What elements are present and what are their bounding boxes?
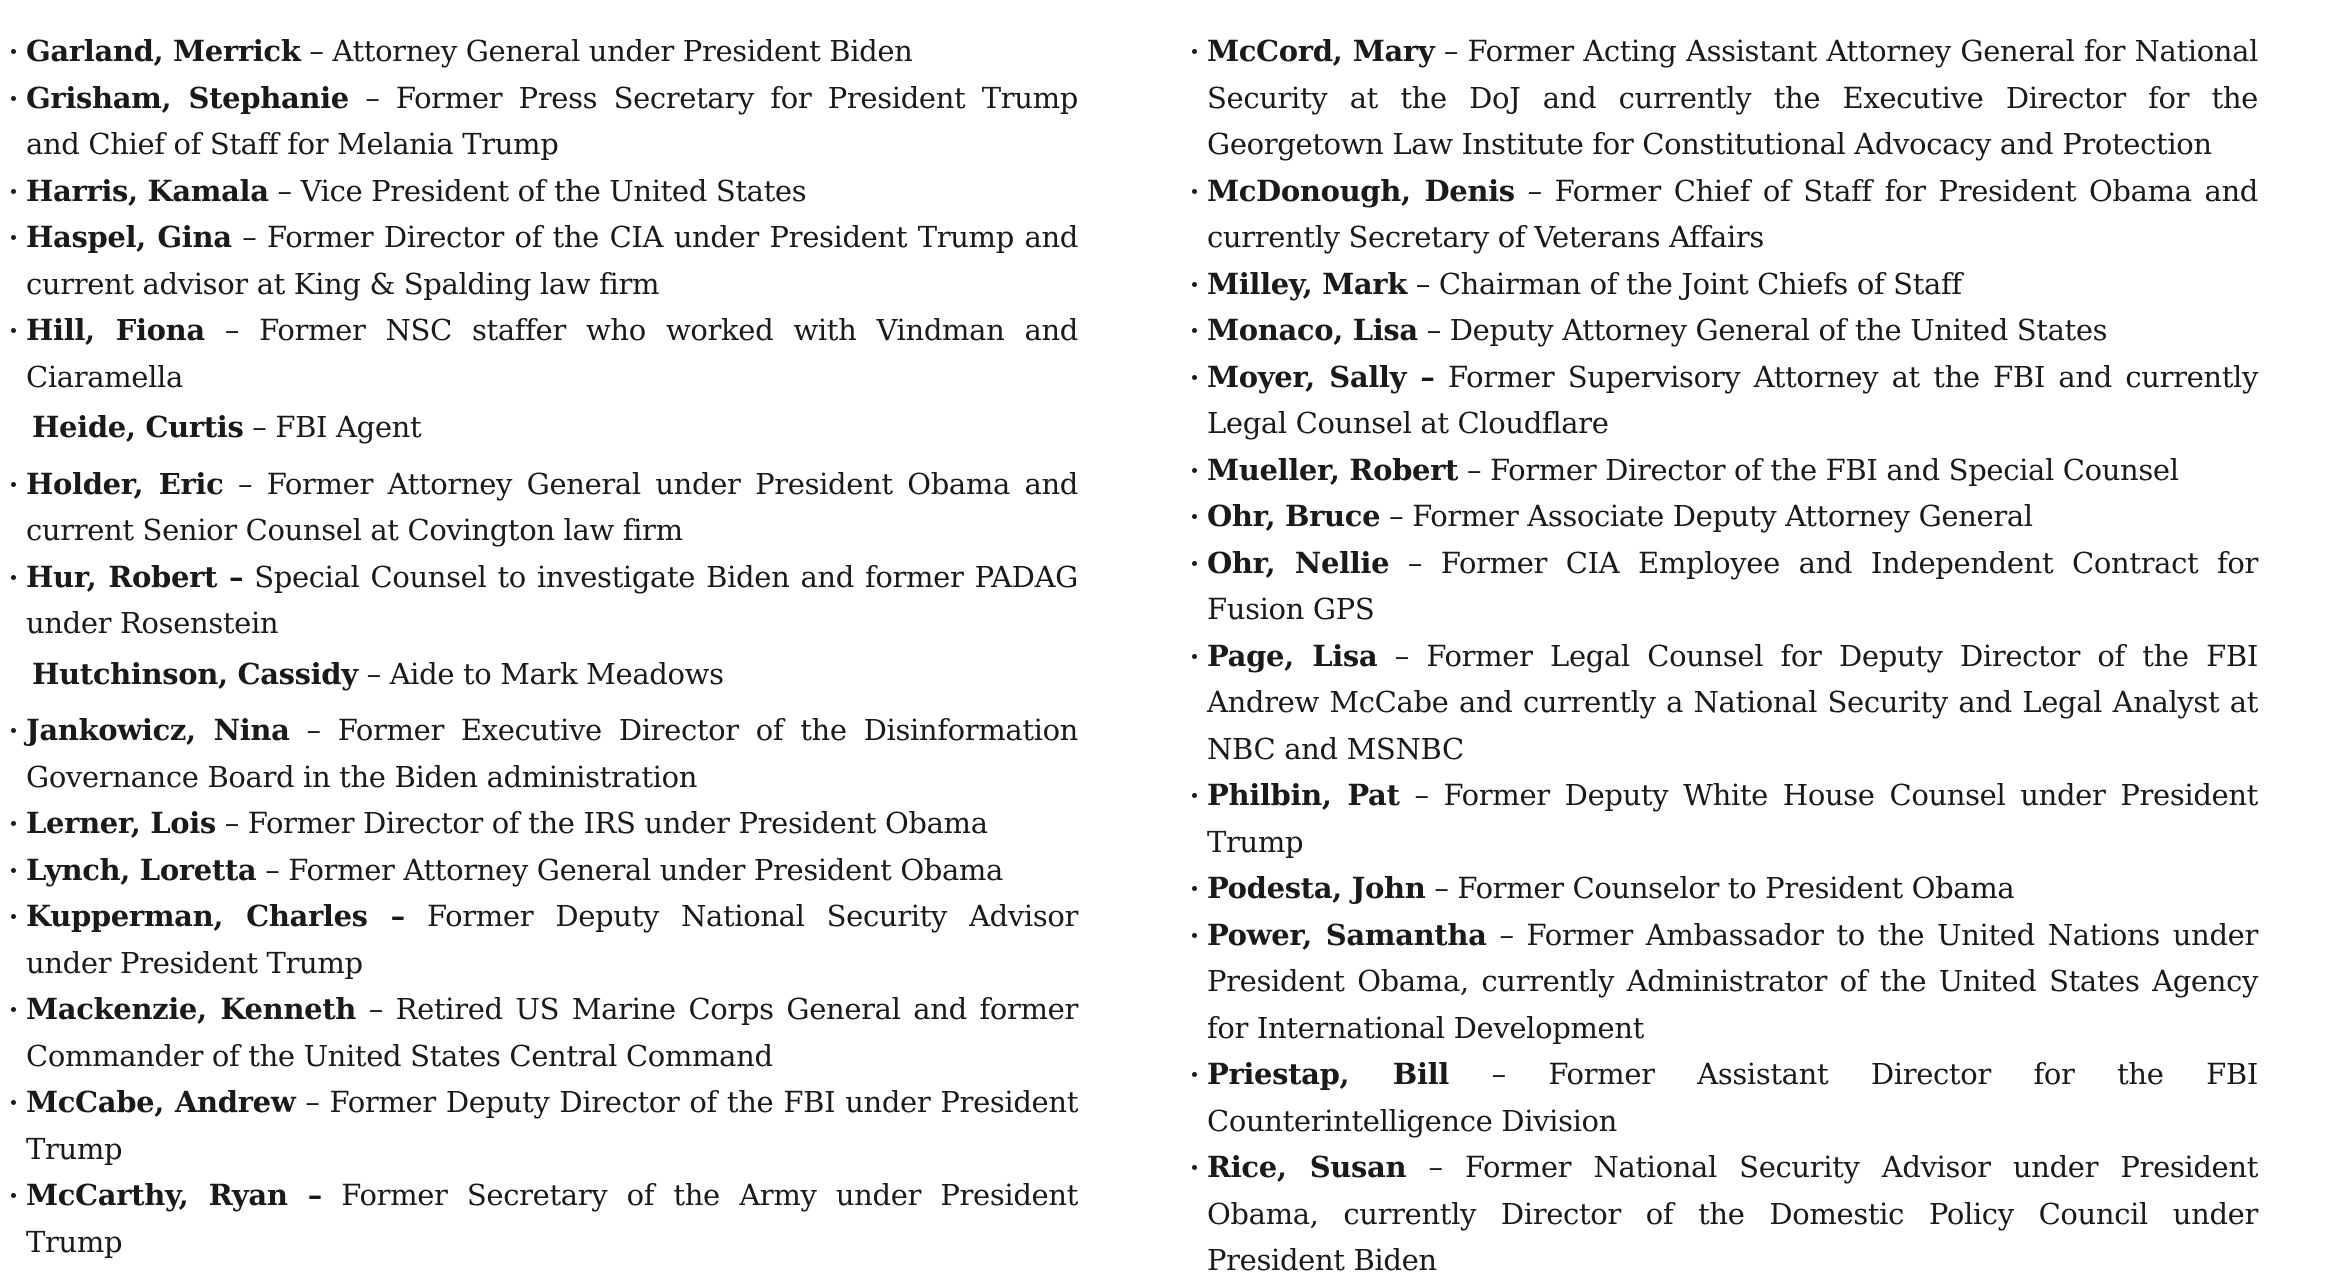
person-name: Haspel, Gina [26, 220, 232, 254]
list-item [10, 1172, 1078, 1265]
separator: – [357, 656, 390, 691]
separator: – [1406, 1150, 1465, 1184]
person-description: Former National Security Advisor under President Obama, currently Director of the Domestic Policy Council under President Biden [1207, 1150, 2258, 1277]
person-description: Former Associate Deputy Attorney General [1412, 499, 2033, 533]
person-name: Grisham, Stephanie [26, 80, 349, 115]
separator: – [215, 806, 248, 840]
list-item [1191, 540, 2258, 633]
person-name: Power, Samantha [1207, 917, 1487, 952]
list-item [10, 404, 1078, 451]
separator: – [223, 466, 267, 501]
person-name: Rice, Susan [1207, 1150, 1407, 1184]
separator: – [1486, 917, 1527, 952]
person-description: Attorney General under President Biden [332, 34, 913, 68]
person-description: Former Director of the FBI and Special Counsel [1489, 452, 2179, 487]
person-description: Former Assistant Director for the FBI Counterintelligence Division [1207, 1057, 2258, 1138]
separator: – [1514, 173, 1555, 208]
list-item [1191, 168, 2258, 261]
person-description: Former Secretary of the Army under President Trump [26, 1178, 1078, 1259]
separator: – [348, 80, 396, 115]
separator: – [1389, 545, 1441, 580]
list-item [10, 893, 1078, 986]
person-name: McCabe, Andrew [26, 1085, 296, 1119]
person-name: Lerner, Lois [26, 806, 216, 840]
separator: – [1380, 499, 1413, 533]
list-item [10, 168, 1078, 215]
person-description: Former Attorney General under President Obama and current Senior Counsel at Covington law firm [26, 466, 1078, 547]
list-item [10, 986, 1078, 1079]
person-name: Holder, Eric [26, 466, 224, 501]
list-item [10, 651, 1078, 698]
person-description: Former Ambassador to the United Nations under President Obama, currently Administrator of the United States Agency for International Development [1207, 917, 2259, 1045]
separator: – [204, 313, 260, 347]
list-item [10, 800, 1078, 847]
list-item [1191, 865, 2258, 912]
list-item [1191, 912, 2258, 1052]
list-item [10, 847, 1078, 894]
person-name: Ohr, Nellie [1207, 545, 1390, 580]
person-name: McCarthy, Ryan – [26, 1178, 322, 1212]
person-name: Kupperman, Charles – [26, 899, 405, 933]
list-item [10, 75, 1078, 168]
person-name: Hutchinson, Cassidy [32, 656, 358, 691]
person-name: Philbin, Pat [1207, 778, 1400, 812]
separator: – [1377, 638, 1427, 673]
person-name: Milley, Mark [1207, 266, 1407, 301]
person-name: McDonough, Denis [1207, 173, 1515, 208]
person-name: Hill, Fiona [26, 313, 205, 347]
person-description: Former Director of the CIA under President Trump and current advisor at King & Spalding law firm [26, 220, 1078, 301]
list-item [1191, 1051, 2258, 1144]
separator: – [1417, 313, 1450, 347]
person-description: Former CIA Employee and Independent Contract for Fusion GPS [1207, 545, 2258, 626]
person-name: Podesta, John [1207, 871, 1426, 905]
person-description: Vice President of the United States [300, 173, 807, 208]
person-name: Page, Lisa [1207, 638, 1378, 673]
person-name: Ohr, Bruce [1207, 499, 1381, 533]
separator: – [1406, 266, 1439, 301]
person-description: Former Deputy White House Counsel under President Trump [1207, 778, 2258, 859]
list-item [10, 1079, 1078, 1172]
separator: – [356, 992, 396, 1026]
separator: – [1448, 1057, 1549, 1091]
list-item [1191, 307, 2258, 354]
separator: – [268, 173, 301, 208]
person-name: Garland, Merrick [26, 34, 301, 68]
person-name: Harris, Kamala [26, 173, 269, 208]
person-name: Hur, Robert – [26, 559, 244, 594]
separator: – [1399, 778, 1444, 812]
person-name: Mueller, Robert [1207, 452, 1459, 487]
person-name: Monaco, Lisa [1207, 313, 1418, 347]
list-item [10, 307, 1078, 400]
list-item [1191, 772, 2258, 865]
list-item [10, 28, 1078, 75]
list-item [10, 707, 1078, 800]
list-item [1191, 633, 2258, 773]
person-name: Moyer, Sally – [1207, 359, 1435, 394]
person-description: FBI Agent [275, 410, 422, 444]
person-name: Mackenzie, Kenneth [26, 992, 357, 1026]
person-description: Former Press Secretary for President Trump and Chief of Staff for Melania Trump [26, 80, 1078, 161]
person-description: Retired US Marine Corps General and former Commander of the United States Central Command [26, 992, 1079, 1073]
person-name: Lynch, Loretta [26, 852, 257, 887]
person-description: Former Executive Director of the Disinformation Governance Board in the Biden administration [26, 713, 1079, 794]
person-description: Former Supervisory Attorney at the FBI and currently Legal Counsel at Cloudflare [1207, 359, 2258, 440]
person-description: Former Acting Assistant Attorney General for National Security at the DoJ and currently the Executive Director for the Georgetown Law Institute for Constitutional Advocacy and Protection [1207, 34, 2258, 161]
separator: – [1425, 871, 1458, 905]
person-description: Former Deputy National Security Advisor under President Trump [26, 899, 1078, 980]
person-description: Former Legal Counsel for Deputy Director of the FBI Andrew McCabe and currently a National Security and Legal Analyst at NBC and MSNBC [1207, 638, 2258, 766]
list-item [10, 554, 1078, 647]
separator: – [295, 1085, 330, 1119]
separator: – [1434, 34, 1468, 68]
person-description: Former Deputy Director of the FBI under President Trump [26, 1085, 1078, 1166]
left-column-list [10, 28, 1078, 1265]
person-name: McCord, Mary [1207, 34, 1435, 68]
list-item [1191, 354, 2258, 447]
separator: – [289, 713, 338, 747]
person-description: Former Attorney General under President Obama [288, 852, 1003, 887]
list-item [1191, 261, 2258, 308]
person-description: Former NSC staffer who worked with Vindman and Ciaramella [26, 313, 1079, 394]
right-column-list [1191, 28, 2258, 1284]
list-item [1191, 28, 2258, 168]
list-item [10, 461, 1078, 554]
separator [243, 560, 254, 594]
list-item [10, 214, 1078, 307]
person-description: Chairman of the Joint Chiefs of Staff [1438, 266, 1962, 301]
separator: – [300, 34, 333, 68]
person-name: Priestap, Bill [1207, 1057, 1449, 1091]
list-item [1191, 1144, 2258, 1284]
person-name: Jankowicz, Nina [26, 713, 290, 747]
separator [405, 899, 427, 933]
person-description: Deputy Attorney General of the United States [1449, 313, 2108, 347]
person-description: Special Counsel to investigate Biden and former PADAG under Rosenstein [26, 559, 1078, 640]
person-name: Heide, Curtis [32, 410, 244, 444]
person-description: Former Chief of Staff for President Obama and currently Secretary of Veterans Affairs [1207, 173, 2259, 254]
person-description: Former Counselor to President Obama [1457, 871, 2015, 905]
separator: – [231, 220, 268, 254]
separator [1435, 360, 1448, 394]
separator: – [256, 852, 289, 887]
list-item [1191, 447, 2258, 494]
person-description: Former Director of the IRS under President Obama [247, 806, 988, 840]
person-description: Aide to Mark Meadows [389, 656, 724, 691]
separator [322, 1178, 341, 1212]
list-item [1191, 493, 2258, 540]
separator: – [1458, 452, 1490, 487]
separator: – [243, 410, 276, 444]
